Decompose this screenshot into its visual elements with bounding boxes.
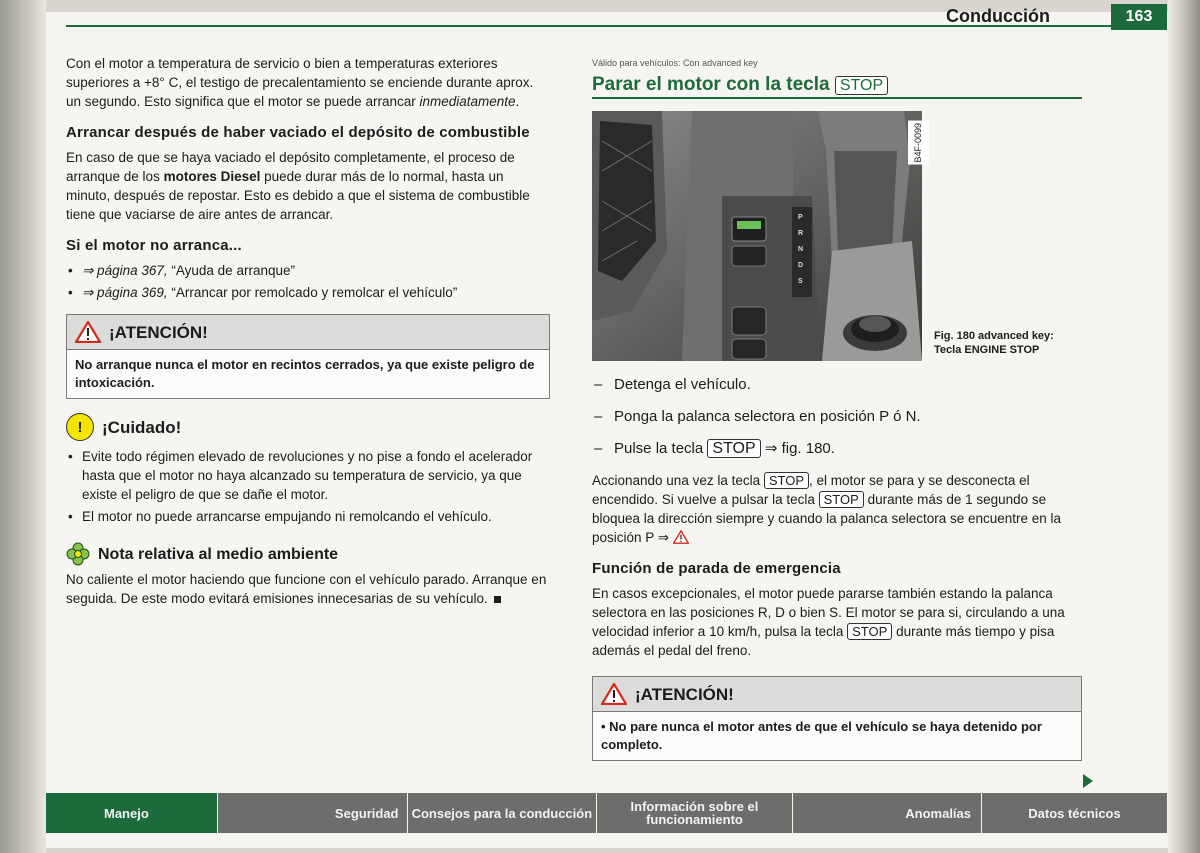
emergency-text-a: En casos excepcionales, el motor puede pararse también estando la palanca selectora en las posiciones R, D o bien S. El motor se para si, circulando a una velocidad inferior a 10 km/h, pulsa la tecla	[592, 586, 1065, 639]
warning-triangle-icon	[601, 683, 627, 705]
continue-arrow-icon	[1083, 774, 1093, 788]
figure-caption-line2: Tecla ENGINE STOP	[934, 344, 1040, 356]
intro-paragraph	[66, 54, 550, 111]
list-item-text: “Arrancar por remolcado y remolcar el vehículo”	[167, 285, 458, 300]
tab-seguridad[interactable]: Seguridad	[218, 793, 407, 833]
figure-reference[interactable]: ⇒ fig. 180.	[760, 440, 835, 457]
end-marker	[494, 596, 501, 603]
no-start-list	[66, 261, 550, 302]
warning-box-right	[592, 676, 1082, 761]
intro-text: Con el motor a temperatura de servicio o bien a temperaturas exteriores superiores a +8° C, el testigo de precalentamiento se enciende durante aprox. un segundo. Esto significa que el motor se puede arrancar	[66, 56, 534, 109]
page-number: 163	[1111, 4, 1167, 30]
stop-text-c: durante más de 1 segundo se bloquea la dirección siempre y cuando la palanca selectora se encuentre en la posición P ⇒	[592, 492, 1062, 545]
warning-header	[67, 315, 549, 350]
left-column	[66, 54, 550, 608]
svg-text:P: P	[798, 214, 803, 221]
svg-text:D: D	[798, 262, 804, 269]
empty-tank-text-b: puede durar más de lo normal, hasta un minuto, después de repostar. Esto es debido a que el sistema de combustible tiene que vaciarse de aire antes de arrancar.	[66, 169, 530, 222]
svg-text:S: S	[798, 278, 803, 285]
svg-text:R: R	[798, 230, 804, 237]
caution-icon: !	[66, 413, 94, 441]
page-link[interactable]: ⇒ página 369,	[82, 285, 168, 300]
emergency-text-b: durante más tiempo y pisa además el pedal del freno.	[592, 624, 1055, 658]
warning-text: No arranque nunca el motor en recintos cerrados, ya que existe peligro de intoxicación.	[75, 357, 535, 390]
empty-tank-paragraph	[66, 148, 550, 224]
validity-note: Válido para vehículos: Con advanced key	[592, 58, 758, 68]
stop-key: STOP	[847, 623, 892, 640]
figure-180	[592, 111, 1082, 361]
environment-header	[66, 542, 550, 566]
flower-icon	[66, 542, 90, 566]
stop-text-b: , el motor se para y se desconecta el encendido. Si vuelve a pulsar la tecla	[592, 473, 1030, 507]
environment-paragraph	[66, 570, 550, 608]
step-item: – Ponga la palanca selectora en posición P ó N.	[592, 407, 1082, 427]
warning-header	[593, 677, 1081, 712]
page-link[interactable]: ⇒ página 367,	[82, 263, 168, 278]
tab-manejo[interactable]: Manejo	[46, 793, 218, 833]
warning-triangle-icon	[75, 321, 101, 343]
caution-item: • Evite todo régimen elevado de revoluciones y no pise a fondo el acelerador hasta que el motor no haya alcanzado su temperatura de servicio, ya que existe el peligro de que se dañe el motor.	[66, 447, 550, 504]
warning-title: ¡ATENCIÓN!	[635, 684, 734, 704]
environment-text: No caliente el motor haciendo que funcione con el vehículo parado. Arranque en seguida. De este modo evitará emisiones innecesarias de su vehículo.	[66, 572, 547, 606]
figure-caption-line1: Fig. 180 advanced key:	[934, 330, 1054, 342]
caution-title: ¡Cuidado!	[102, 417, 182, 437]
tab-consejos[interactable]: Consejos para la conducción	[408, 793, 598, 833]
book-spine-right	[1168, 0, 1200, 853]
stop-key: STOP	[707, 439, 760, 458]
footer-nav	[46, 793, 1168, 833]
caution-header	[66, 413, 550, 441]
warning-text: • No pare nunca el motor antes de que el vehículo se haya detenido por completo.	[601, 719, 1042, 752]
manual-page	[46, 6, 1168, 848]
tab-datos-tecnicos[interactable]: Datos técnicos	[982, 793, 1168, 833]
heading-no-start: Si el motor no arranca...	[66, 237, 242, 254]
empty-tank-text-a: En caso de que se haya vaciado el depósito completamente, el proceso de arranque de los	[66, 150, 515, 184]
list-item-text: “Ayuda de arranque”	[167, 263, 295, 278]
list-item	[66, 283, 550, 302]
tab-informacion[interactable]: Información sobre el funcionamiento	[597, 793, 792, 833]
diesel-bold: motores Diesel	[163, 169, 261, 184]
stop-key: STOP	[764, 472, 809, 489]
stop-paragraph	[592, 471, 1082, 547]
svg-text:N: N	[798, 246, 804, 253]
caution-list	[66, 447, 550, 526]
figure-code: B4F-0099	[908, 121, 929, 165]
warning-box-left	[66, 314, 550, 399]
warning-reference-icon[interactable]	[673, 530, 689, 544]
warning-text-body: No pare nunca el motor antes de que el vehículo se haya detenido por completo.	[601, 719, 1042, 752]
figure-caption	[934, 329, 1054, 357]
intro-end: .	[515, 94, 520, 109]
emergency-paragraph	[592, 584, 1082, 660]
warning-title: ¡ATENCIÓN!	[109, 322, 208, 342]
caution-item: • El motor no puede arrancarse empujando ni remolcando el vehículo.	[66, 507, 550, 526]
figure-image-console	[592, 111, 922, 361]
step-item	[592, 439, 1082, 459]
tab-anomalias[interactable]: Anomalías	[793, 793, 982, 833]
steps-list	[592, 375, 1082, 459]
heading-empty-tank: Arrancar después de haber vaciado el depósito de combustible	[66, 124, 530, 141]
intro-emphasis: inmediatamente	[419, 94, 516, 109]
section-title: Conducción	[946, 6, 1050, 26]
list-item	[66, 261, 550, 280]
page-title	[592, 75, 1082, 99]
step-text: Pulse la tecla	[614, 440, 708, 457]
stop-key: STOP	[835, 76, 888, 95]
step-item: – Detenga el vehículo.	[592, 375, 1082, 395]
right-column	[592, 54, 1082, 773]
stop-text-a: Accionando una vez la tecla	[592, 473, 764, 488]
environment-title: Nota relativa al medio ambiente	[98, 545, 339, 563]
heading-emergency-stop: Función de parada de emergencia	[592, 560, 841, 577]
page-title-text: Parar el motor con la tecla	[592, 74, 830, 95]
book-spine-left	[0, 0, 46, 853]
stop-key: STOP	[819, 491, 864, 508]
